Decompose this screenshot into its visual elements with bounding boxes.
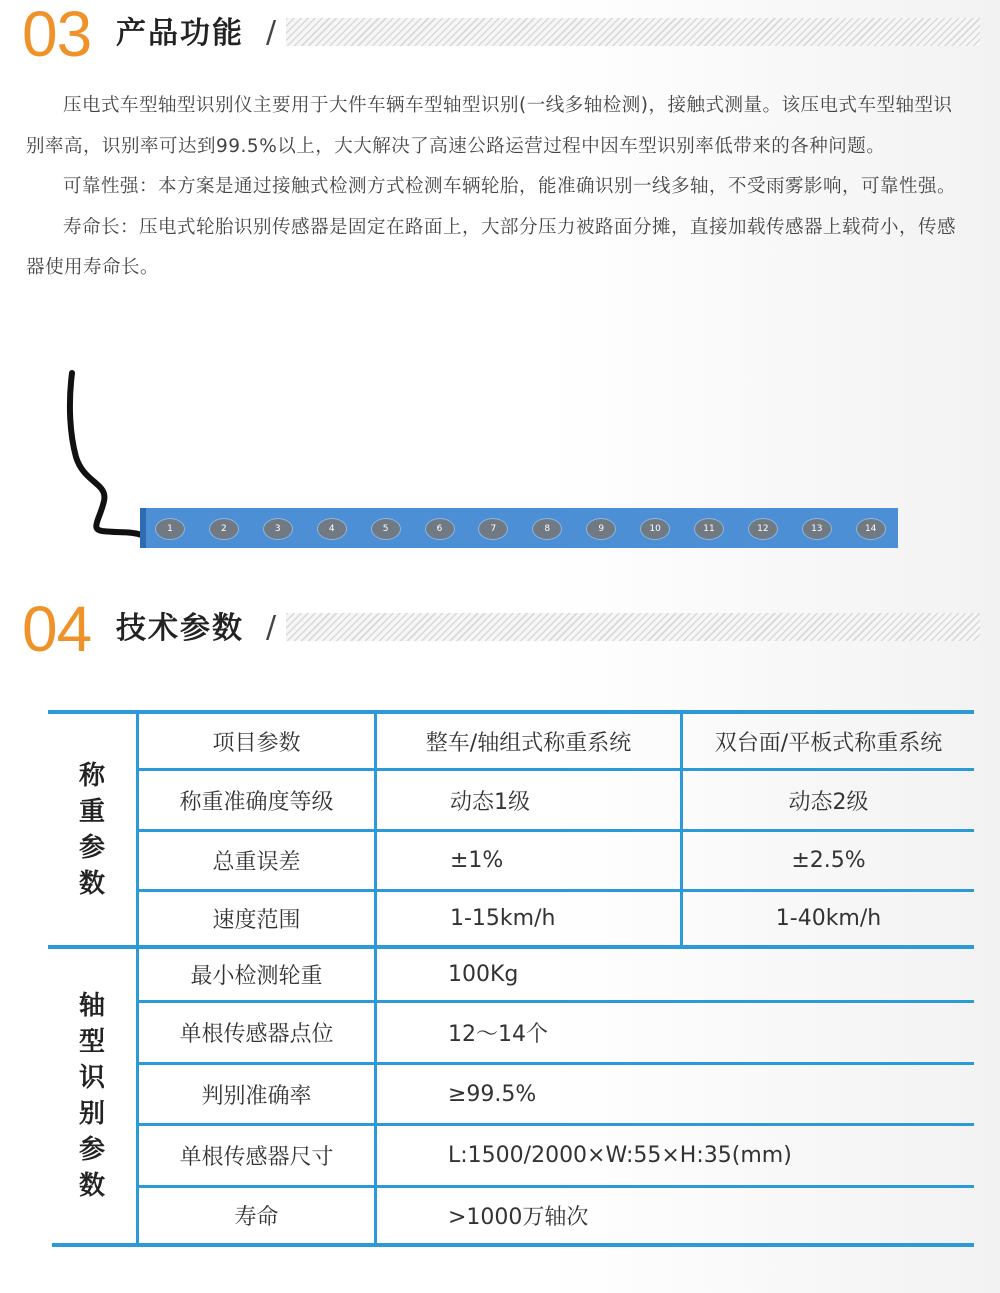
group-label-weighing [48, 714, 136, 945]
sensor-point: 4 [318, 519, 346, 539]
section-slash: / [266, 610, 277, 645]
section-slash: / [266, 15, 277, 50]
section-number: 04 [22, 593, 92, 665]
value-cell: 动态1级 [450, 789, 530, 815]
group-char: 轴 [78, 991, 105, 1021]
param-name-cell: 称重准确度等级 [179, 789, 334, 815]
hatch-decoration [286, 613, 980, 641]
sensor-point: 8 [533, 519, 561, 539]
sensor-strip-end [140, 508, 146, 548]
sensor-point: 9 [587, 519, 615, 539]
value-cell: 1-40km/h [775, 906, 882, 931]
sensor-point: 13 [803, 519, 831, 539]
value-cell: 动态2级 [788, 789, 869, 815]
section-header-03 [22, 2, 982, 72]
sensor-strip [140, 508, 898, 548]
group-label-axle [48, 949, 136, 1243]
param-name-cell: 判别准确率 [201, 1083, 312, 1109]
group-char: 数 [78, 1171, 105, 1201]
value-cell: >1000万轴次 [448, 1205, 589, 1230]
group-char: 重 [78, 796, 105, 827]
group-char: 参 [78, 832, 105, 863]
sensor-point: 3 [264, 519, 292, 539]
group-char: 称 [78, 760, 105, 791]
group-char: 别 [78, 1099, 105, 1129]
spec-table [48, 710, 974, 1248]
table-line [52, 1243, 974, 1247]
value-cell: L:1500/2000×W:55×H:35(mm) [448, 1143, 792, 1168]
sensor-point: 14 [857, 519, 885, 539]
param-name-cell: 速度范围 [212, 908, 301, 933]
sensor-point: 6 [426, 519, 454, 539]
section-header-04 [22, 593, 982, 667]
sensor-point: 1 [156, 519, 184, 539]
paragraph: 压电式车型轴型识别仪主要用于大件车辆车型轴型识别(一线多轴检测)，接触式测量。该压电式车型轴型识别率高，识别率可达到99.5%以上，大大解决了高速公路运营过程中因车型识别率低带来的各种问题。 [26, 95, 953, 157]
table-line [374, 710, 377, 1247]
group-char: 数 [78, 868, 105, 899]
sensor-point: 5 [372, 519, 400, 539]
sensor-cable [0, 365, 160, 555]
param-name-cell: 寿命 [234, 1205, 279, 1230]
header-cell: 双台面/平板式称重系统 [714, 730, 943, 756]
group-char: 型 [78, 1027, 105, 1057]
paragraph: 可靠性强：本方案是通过接触式检测方式检测车辆轮胎，能准确识别一线多轴，不受雨雾影响，可靠性强。 [63, 176, 957, 197]
value-cell: ±1% [450, 848, 504, 873]
value-cell: 100Kg [448, 962, 519, 987]
section-number: 03 [22, 0, 92, 70]
value-cell: ≥99.5% [448, 1081, 537, 1107]
section-title: 技术参数 [116, 611, 244, 646]
param-name-cell: 单根传感器点位 [179, 1022, 334, 1047]
sensor-point: 12 [749, 519, 777, 539]
value-cell: 1-15km/h [450, 906, 556, 931]
hatch-decoration [286, 18, 980, 46]
sensor-point: 11 [695, 519, 723, 539]
group-char: 参 [78, 1135, 105, 1165]
param-name-cell: 单根传感器尺寸 [179, 1145, 334, 1170]
param-name-cell: 最小检测轮重 [190, 964, 323, 989]
value-cell: 12～14个 [448, 1022, 548, 1047]
section-title: 产品功能 [116, 16, 244, 51]
sensor-point: 7 [479, 519, 507, 539]
header-cell: 整车/轴组式称重系统 [425, 730, 632, 756]
sensor-point: 10 [641, 519, 669, 539]
group-char: 识 [78, 1063, 105, 1093]
header-cell: 项目参数 [212, 730, 301, 756]
sensor-strip-diagram [0, 365, 1000, 555]
sensor-point: 2 [210, 519, 238, 539]
product-function-text [26, 86, 966, 289]
value-cell: ±2.5% [791, 848, 866, 873]
param-name-cell: 总重误差 [212, 850, 301, 875]
paragraph: 寿命长：压电式轮胎识别传感器是固定在路面上，大部分压力被路面分摊，直接加载传感器上载荷小，传感器使用寿命长。 [26, 216, 957, 278]
